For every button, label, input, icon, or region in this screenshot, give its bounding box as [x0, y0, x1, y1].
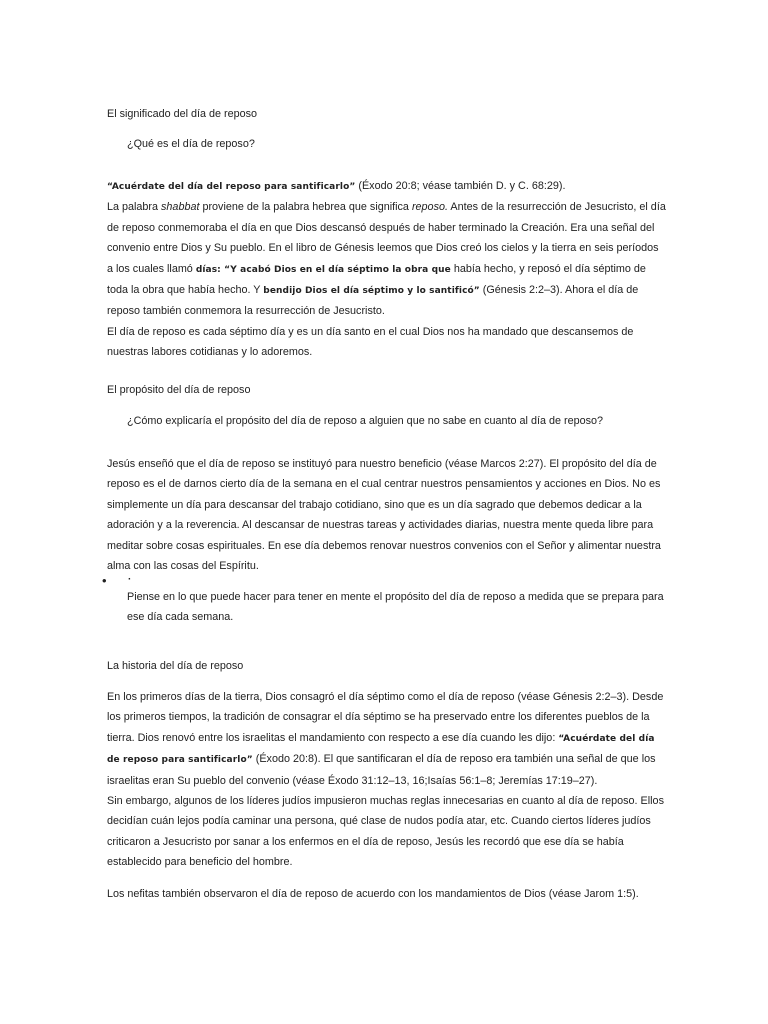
text-run: En los primeros días de la tierra, Dios consagró el día séptimo como el día de reposo (véase Génesis 2:2–3). Desde los primeros tiempos, la tradición de consagrar el día séptimo se ha preservado entre los diferentes pueblos de la tierra. Dios renovó entre los israelitas el mandamiento con respecto a ese día cuando les dijo:	[107, 691, 664, 744]
section-heading-proposito: El propósito del día de reposo	[107, 384, 251, 396]
bullet-icon: •	[102, 573, 107, 588]
text-run: (Éxodo 20:8). El que santificaran el día de reposo era también una señal de que los israelitas eran Su pueblo del convenio (véase Éxodo 31:12–13, 16;Isaías 56:1–8; Jeremías 17:19–27).	[107, 753, 656, 787]
paragraph-historia	[107, 687, 667, 873]
italic-word: shabbat	[161, 201, 200, 214]
paragraph-significado	[107, 176, 667, 363]
question-como-explicaria: ¿Cómo explicaría el propósito del día de reposo a alguien que no sabe en cuanto al día de reposo?	[127, 415, 603, 427]
paragraph-nefitas: Los nefitas también observaron el día de reposo de acuerdo con los mandamientos de Dios (véase Jarom 1:5).	[107, 888, 639, 900]
paragraph-text: Sin embargo, algunos de los líderes judíos impusieron muchas reglas innecesarias en cuanto al día de reposo. Ellos decidían cuán lejos podía caminar una persona, qué clase de nudos podía atar, etc. Cuando ciertos líderes judíos criticaron a Jesucristo por sanar a los enfermos en el día de reposo, Jesús les recordó que ese día se había establecido para beneficio del hombre.	[107, 795, 664, 869]
scripture-reference: (Éxodo 20:8; véase también D. y C. 68:29).	[355, 180, 566, 192]
text-run: Antes de la resurrección de Jesucristo, el día de reposo conmemoraba el día en que Dios descansó después de haber terminado la Creación. Era una señal del convenio entre Dios y Su pueblo. En el libro de Génesis leemos que Dios creó los cielos y la tierra en seis períodos a los cuales llamó	[107, 201, 666, 275]
question-que-es: ¿Qué es el día de reposo?	[127, 138, 255, 150]
text-run: (Génesis 2:2–3). Ahora el día de reposo también conmemora la resurrección de Jesucristo.	[107, 284, 639, 318]
section-heading-significado: El significado del día de reposo	[107, 108, 258, 120]
section-heading-historia: La historia del día de reposo	[107, 660, 244, 672]
paragraph-piense: Piense en lo que puede hacer para tener en mente el propósito del día de reposo a medida que se prepara para ese día cada semana.	[127, 591, 664, 624]
scripture-quote: “Acuérdate del día del reposo para santificarlo”	[107, 182, 356, 192]
bullet-mark: ·	[128, 574, 132, 585]
text-run: La palabra	[107, 201, 162, 214]
text-run: proviene de la palabra hebrea que significa	[199, 201, 412, 214]
paragraph-text: El día de reposo es cada séptimo día y es un día santo en el cual Dios nos ha mandado que descansemos de nuestras labores cotidianas y lo adoremos.	[107, 325, 634, 359]
scripture-quote: “Y acabó Dios en el día séptimo la obra que	[220, 264, 451, 275]
scripture-quote: días:	[195, 264, 221, 275]
paragraph-proposito: Jesús enseñó que el día de reposo se instituyó para nuestro beneficio (véase Marcos 2:27). El propósito del día de reposo es el de darnos cierto día de la semana en el cual centrar nuestros pensamientos y acciones en Dios. No es simplemente un día para descansar del trabajo cotidiano, sino que es un día sagrado que debemos dedicar a la adoración y a la reverencia. Al descansar de nuestras tareas y actividades diarias, nuestra mente queda libre para meditar sobre cosas espirituales. En ese día debemos renovar nuestros convenios con el Señor y alimentar nuestra alma con las cosas del Espíritu.	[107, 458, 661, 573]
italic-word: reposo.	[411, 201, 448, 214]
text-run: había hecho, y reposó el día séptimo de toda la obra que había hecho. Y	[107, 262, 646, 297]
scripture-quote: “Acuérdate del día de reposo para santificarlo”	[107, 733, 655, 766]
scripture-quote: bendijo Dios el día séptimo y lo santificó”	[263, 286, 480, 297]
